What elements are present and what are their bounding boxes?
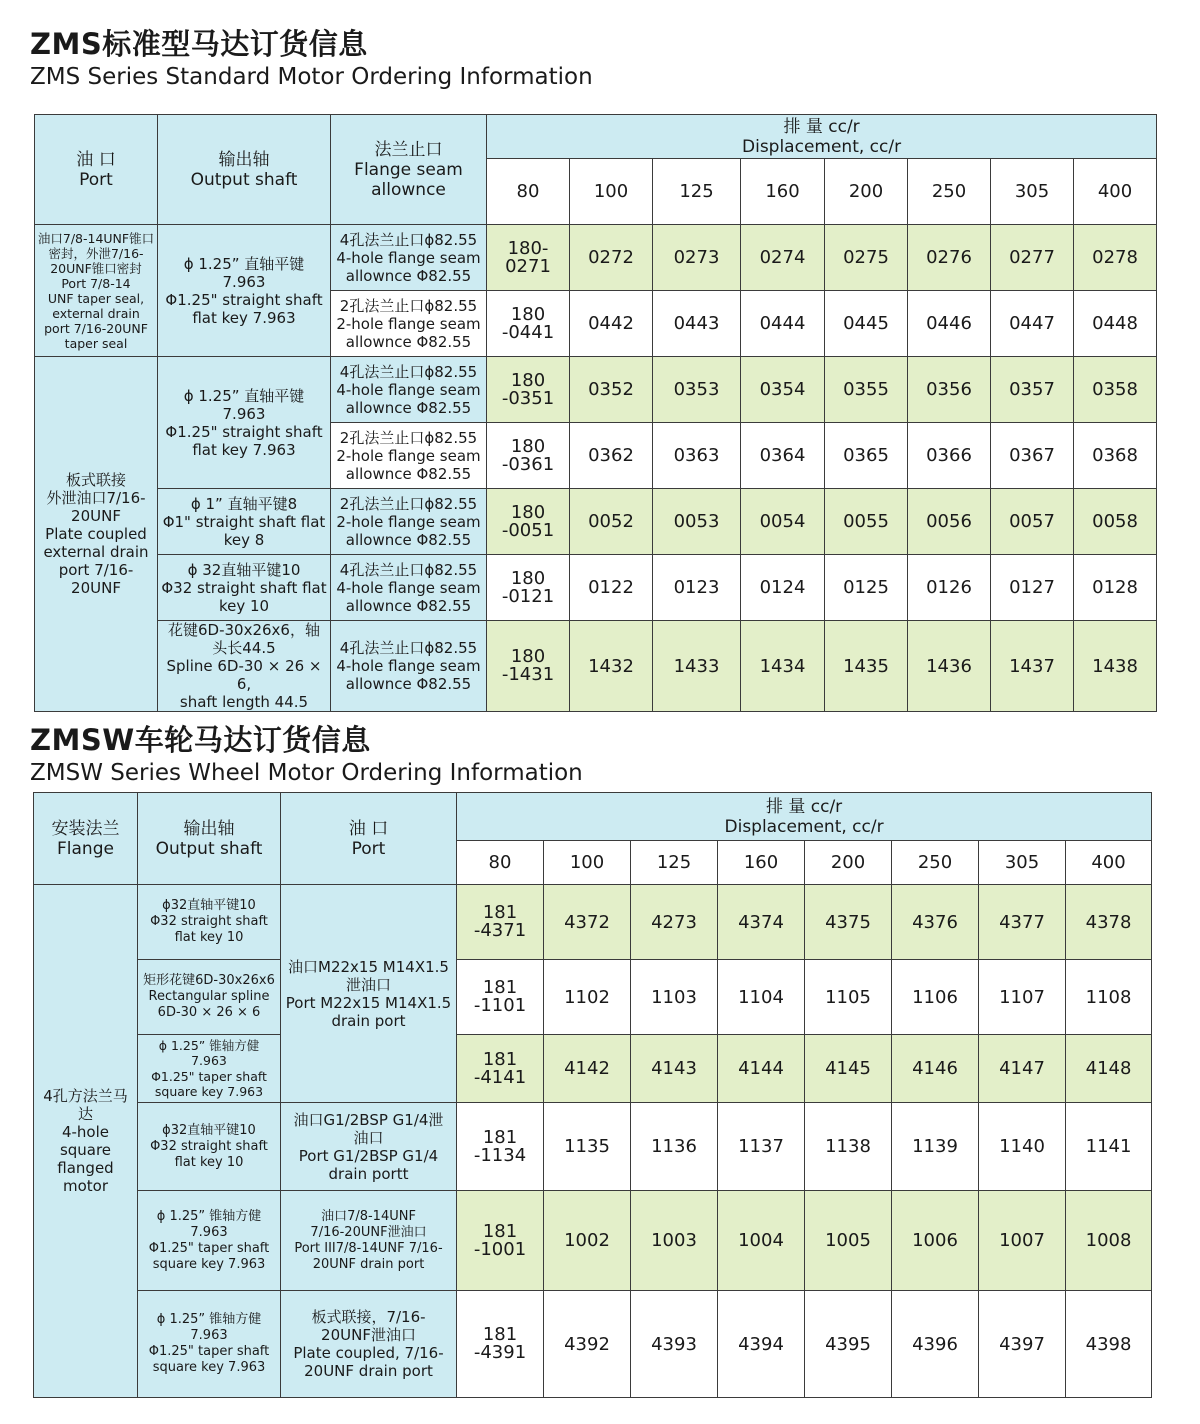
zms-code-cell: 180- 0271 bbox=[487, 225, 570, 291]
zms-code-cell: 0277 bbox=[991, 225, 1074, 291]
zmsw-code-cell: 4396 bbox=[892, 1291, 979, 1398]
zms-disp-80: 80 bbox=[487, 159, 570, 225]
zms-code-cell: 0053 bbox=[653, 489, 741, 555]
zmsw-code-cell: 1003 bbox=[631, 1191, 718, 1291]
zmsw-code-cell: 4377 bbox=[979, 885, 1066, 960]
zms-code-cell: 0446 bbox=[908, 291, 991, 357]
zms-code-cell: 0442 bbox=[570, 291, 653, 357]
zms-code-cell: 0358 bbox=[1074, 357, 1157, 423]
zmsw-code-cell: 1103 bbox=[631, 960, 718, 1035]
zmsw-disp-200: 200 bbox=[805, 841, 892, 885]
zmsw-header-displacement: 排 量 cc/r Displacement, cc/r bbox=[457, 793, 1152, 841]
zmsw-code-cell: 1140 bbox=[979, 1103, 1066, 1191]
zms-code-cell: 0357 bbox=[991, 357, 1074, 423]
zmsw-code-cell: 181 -4371 bbox=[457, 885, 544, 960]
zms-code-cell: 0122 bbox=[570, 555, 653, 621]
zms-code-cell: 0124 bbox=[741, 555, 825, 621]
zmsw-shaft-cell: ϕ 1.25” 锥轴方健 7.963 Φ1.25" taper shaft square key 7.963 bbox=[138, 1191, 281, 1291]
zmsw-code-cell: 1138 bbox=[805, 1103, 892, 1191]
zmsw-title-cn: ZMSW车轮马达订货信息 bbox=[30, 723, 371, 757]
zms-ordering-table bbox=[34, 114, 1157, 712]
zms-code-cell: 0128 bbox=[1074, 555, 1157, 621]
zmsw-code-cell: 181 -4141 bbox=[457, 1035, 544, 1103]
zms-disp-305: 305 bbox=[991, 159, 1074, 225]
zms-disp-125: 125 bbox=[653, 159, 741, 225]
zmsw-code-cell: 1004 bbox=[718, 1191, 805, 1291]
zms-header-port: 油 口 Port bbox=[35, 115, 158, 225]
zmsw-code-cell: 4374 bbox=[718, 885, 805, 960]
zmsw-code-cell: 181 -1134 bbox=[457, 1103, 544, 1191]
zmsw-header-flange: 安装法兰 Flange bbox=[34, 793, 138, 885]
zms-code-cell: 0273 bbox=[653, 225, 741, 291]
zms-code-cell: 1435 bbox=[825, 621, 908, 712]
zms-code-cell: 0447 bbox=[991, 291, 1074, 357]
zmsw-shaft-cell: ϕ32直轴平键10 Φ32 straight shaft flat key 10 bbox=[138, 885, 281, 960]
zms-code-cell: 0353 bbox=[653, 357, 741, 423]
zmsw-code-cell: 4145 bbox=[805, 1035, 892, 1103]
zms-code-cell: 0443 bbox=[653, 291, 741, 357]
zms-flange-cell: 2孔法兰止口ϕ82.55 2-hole flange seam allownce Φ82.55 bbox=[331, 489, 487, 555]
zmsw-header-port: 油 口 Port bbox=[281, 793, 457, 885]
zmsw-code-cell: 1108 bbox=[1066, 960, 1152, 1035]
zms-code-cell: 1432 bbox=[570, 621, 653, 712]
zms-code-cell: 0057 bbox=[991, 489, 1074, 555]
zms-code-cell: 0448 bbox=[1074, 291, 1157, 357]
zms-flange-cell: 2孔法兰止口ϕ82.55 2-hole flange seam allownce Φ82.55 bbox=[331, 291, 487, 357]
zmsw-flange-group: 4孔方法兰马 达 4-hole square flanged motor bbox=[34, 885, 138, 1398]
zms-code-cell: 0276 bbox=[908, 225, 991, 291]
zmsw-code-cell: 4392 bbox=[544, 1291, 631, 1398]
zms-code-cell: 180 -0051 bbox=[487, 489, 570, 555]
zmsw-code-cell: 4375 bbox=[805, 885, 892, 960]
zmsw-code-cell: 4395 bbox=[805, 1291, 892, 1398]
zms-header-displacement: 排 量 cc/r Displacement, cc/r bbox=[487, 115, 1157, 159]
zmsw-code-cell: 4378 bbox=[1066, 885, 1152, 960]
zms-code-cell: 0052 bbox=[570, 489, 653, 555]
zmsw-port-4: 板式联接，7/16- 20UNF泄油口 Plate coupled, 7/16- 20UNF drain port bbox=[281, 1291, 457, 1398]
zmsw-shaft-cell: 矩形花键6D-30x26x6 Rectangular spline 6D-30 × 26 × 6 bbox=[138, 960, 281, 1035]
zms-flange-cell: 4孔法兰止口ϕ82.55 4-hole flange seam allownce Φ82.55 bbox=[331, 621, 487, 712]
zms-code-cell: 0364 bbox=[741, 423, 825, 489]
zms-shaft-5: 花键6D-30x26x6，轴 头长44.5 Spline 6D-30 × 26 × 6, shaft length 44.5 bbox=[158, 621, 331, 712]
zms-code-cell: 0363 bbox=[653, 423, 741, 489]
zmsw-disp-250: 250 bbox=[892, 841, 979, 885]
zmsw-disp-80: 80 bbox=[457, 841, 544, 885]
zms-title-en: ZMS Series Standard Motor Ordering Information bbox=[30, 64, 593, 90]
zmsw-shaft-cell: ϕ 1.25” 锥轴方健 7.963 Φ1.25" taper shaft square key 7.963 bbox=[138, 1035, 281, 1103]
zms-disp-160: 160 bbox=[741, 159, 825, 225]
zmsw-disp-100: 100 bbox=[544, 841, 631, 885]
zmsw-code-cell: 1008 bbox=[1066, 1191, 1152, 1291]
zmsw-shaft-cell: ϕ32直轴平键10 Φ32 straight shaft flat key 10 bbox=[138, 1103, 281, 1191]
zms-code-cell: 0355 bbox=[825, 357, 908, 423]
zms-code-cell: 0127 bbox=[991, 555, 1074, 621]
zmsw-code-cell: 181 -1101 bbox=[457, 960, 544, 1035]
zms-shaft-3: ϕ 1” 直轴平键8 Φ1" straight shaft flat key 8 bbox=[158, 489, 331, 555]
zmsw-header-shaft: 输出轴 Output shaft bbox=[138, 793, 281, 885]
zms-code-cell: 180 -0361 bbox=[487, 423, 570, 489]
zmsw-code-cell: 1106 bbox=[892, 960, 979, 1035]
zms-code-cell: 180 -0351 bbox=[487, 357, 570, 423]
zmsw-code-cell: 4398 bbox=[1066, 1291, 1152, 1398]
zms-code-cell: 0368 bbox=[1074, 423, 1157, 489]
zmsw-code-cell: 1007 bbox=[979, 1191, 1066, 1291]
zms-code-cell: 0274 bbox=[741, 225, 825, 291]
zmsw-code-cell: 4372 bbox=[544, 885, 631, 960]
zms-disp-100: 100 bbox=[570, 159, 653, 225]
zms-header-shaft: 输出轴 Output shaft bbox=[158, 115, 331, 225]
zms-code-cell: 0365 bbox=[825, 423, 908, 489]
zms-code-cell: 180 -1431 bbox=[487, 621, 570, 712]
zms-code-cell: 0367 bbox=[991, 423, 1074, 489]
zmsw-code-cell: 1136 bbox=[631, 1103, 718, 1191]
zmsw-code-cell: 4394 bbox=[718, 1291, 805, 1398]
zms-code-cell: 0352 bbox=[570, 357, 653, 423]
zms-code-cell: 0362 bbox=[570, 423, 653, 489]
zms-code-cell: 0275 bbox=[825, 225, 908, 291]
zmsw-code-cell: 4148 bbox=[1066, 1035, 1152, 1103]
zms-disp-400: 400 bbox=[1074, 159, 1157, 225]
zmsw-port-3: 油口7/8-14UNF 7/16-20UNF泄油口 Port III7/8-14UNF 7/16- 20UNF drain port bbox=[281, 1191, 457, 1291]
zmsw-code-cell: 4144 bbox=[718, 1035, 805, 1103]
zmsw-code-cell: 1105 bbox=[805, 960, 892, 1035]
zms-code-cell: 0445 bbox=[825, 291, 908, 357]
zms-port-group-1: 油口7/8-14UNF锥口密封，外泄7/16-20UNF锥口密封 Port 7/8-14 UNF taper seal, external drain port 7/16-20UNF taper seal bbox=[35, 225, 158, 357]
zms-disp-200: 200 bbox=[825, 159, 908, 225]
zms-code-cell: 0444 bbox=[741, 291, 825, 357]
zms-code-cell: 0356 bbox=[908, 357, 991, 423]
zmsw-code-cell: 1135 bbox=[544, 1103, 631, 1191]
zmsw-code-cell: 1141 bbox=[1066, 1103, 1152, 1191]
zms-code-cell: 0054 bbox=[741, 489, 825, 555]
zmsw-code-cell: 1002 bbox=[544, 1191, 631, 1291]
zmsw-code-cell: 1139 bbox=[892, 1103, 979, 1191]
zmsw-disp-125: 125 bbox=[631, 841, 718, 885]
zms-code-cell: 180 -0121 bbox=[487, 555, 570, 621]
zmsw-code-cell: 4147 bbox=[979, 1035, 1066, 1103]
zms-code-cell: 1438 bbox=[1074, 621, 1157, 712]
zms-shaft-4: ϕ 32直轴平键10 Φ32 straight shaft flat key 10 bbox=[158, 555, 331, 621]
zms-port-group-2: 板式联接 外泄油口7/16- 20UNF Plate coupled external drain port 7/16- 20UNF bbox=[35, 357, 158, 712]
zmsw-code-cell: 181 -1001 bbox=[457, 1191, 544, 1291]
zmsw-code-cell: 1006 bbox=[892, 1191, 979, 1291]
zms-code-cell: 0278 bbox=[1074, 225, 1157, 291]
zms-code-cell: 0055 bbox=[825, 489, 908, 555]
zms-flange-cell: 4孔法兰止口ϕ82.55 4-hole flange seam allownce Φ82.55 bbox=[331, 357, 487, 423]
zmsw-disp-400: 400 bbox=[1066, 841, 1152, 885]
zmsw-code-cell: 1137 bbox=[718, 1103, 805, 1191]
zmsw-code-cell: 4273 bbox=[631, 885, 718, 960]
zmsw-disp-305: 305 bbox=[979, 841, 1066, 885]
zms-code-cell: 0125 bbox=[825, 555, 908, 621]
zms-code-cell: 0366 bbox=[908, 423, 991, 489]
zmsw-ordering-table bbox=[33, 792, 1152, 1398]
zms-code-cell: 1436 bbox=[908, 621, 991, 712]
zms-code-cell: 1437 bbox=[991, 621, 1074, 712]
zmsw-code-cell: 4397 bbox=[979, 1291, 1066, 1398]
zmsw-code-cell: 4143 bbox=[631, 1035, 718, 1103]
zms-header-flange: 法兰止口 Flange seam allownce bbox=[331, 115, 487, 225]
zmsw-code-cell: 1005 bbox=[805, 1191, 892, 1291]
zmsw-disp-160: 160 bbox=[718, 841, 805, 885]
zms-code-cell: 0354 bbox=[741, 357, 825, 423]
zmsw-shaft-cell: ϕ 1.25” 锥轴方健 7.963 Φ1.25" taper shaft square key 7.963 bbox=[138, 1291, 281, 1398]
zms-code-cell: 0123 bbox=[653, 555, 741, 621]
zms-code-cell: 0058 bbox=[1074, 489, 1157, 555]
zms-flange-cell: 4孔法兰止口ϕ82.55 4-hole flange seam allownce Φ82.55 bbox=[331, 555, 487, 621]
zmsw-title-en: ZMSW Series Wheel Motor Ordering Information bbox=[30, 760, 583, 786]
zms-shaft-1: ϕ 1.25” 直轴平键 7.963 Φ1.25" straight shaft flat key 7.963 bbox=[158, 225, 331, 357]
zms-flange-cell: 4孔法兰止口ϕ82.55 4-hole flange seam allownce Φ82.55 bbox=[331, 225, 487, 291]
zmsw-code-cell: 4142 bbox=[544, 1035, 631, 1103]
zms-disp-250: 250 bbox=[908, 159, 991, 225]
zms-flange-cell: 2孔法兰止口ϕ82.55 2-hole flange seam allownce Φ82.55 bbox=[331, 423, 487, 489]
zmsw-code-cell: 1102 bbox=[544, 960, 631, 1035]
zms-code-cell: 0272 bbox=[570, 225, 653, 291]
zmsw-code-cell: 181 -4391 bbox=[457, 1291, 544, 1398]
zms-code-cell: 180 -0441 bbox=[487, 291, 570, 357]
zms-shaft-2: ϕ 1.25” 直轴平键 7.963 Φ1.25" straight shaft flat key 7.963 bbox=[158, 357, 331, 489]
zmsw-code-cell: 4376 bbox=[892, 885, 979, 960]
zms-code-cell: 1433 bbox=[653, 621, 741, 712]
zmsw-code-cell: 4393 bbox=[631, 1291, 718, 1398]
zmsw-code-cell: 1104 bbox=[718, 960, 805, 1035]
zms-title-cn: ZMS标准型马达订货信息 bbox=[30, 27, 368, 61]
zmsw-port-1: 油口M22x15 M14X1.5 泄油口 Port M22x15 M14X1.5 drain port bbox=[281, 885, 457, 1103]
zmsw-code-cell: 1107 bbox=[979, 960, 1066, 1035]
zmsw-port-2: 油口G1/2BSP G1/4泄 油口 Port G1/2BSP G1/4 drain portt bbox=[281, 1103, 457, 1191]
zms-code-cell: 1434 bbox=[741, 621, 825, 712]
zms-code-cell: 0126 bbox=[908, 555, 991, 621]
zmsw-code-cell: 4146 bbox=[892, 1035, 979, 1103]
zms-code-cell: 0056 bbox=[908, 489, 991, 555]
